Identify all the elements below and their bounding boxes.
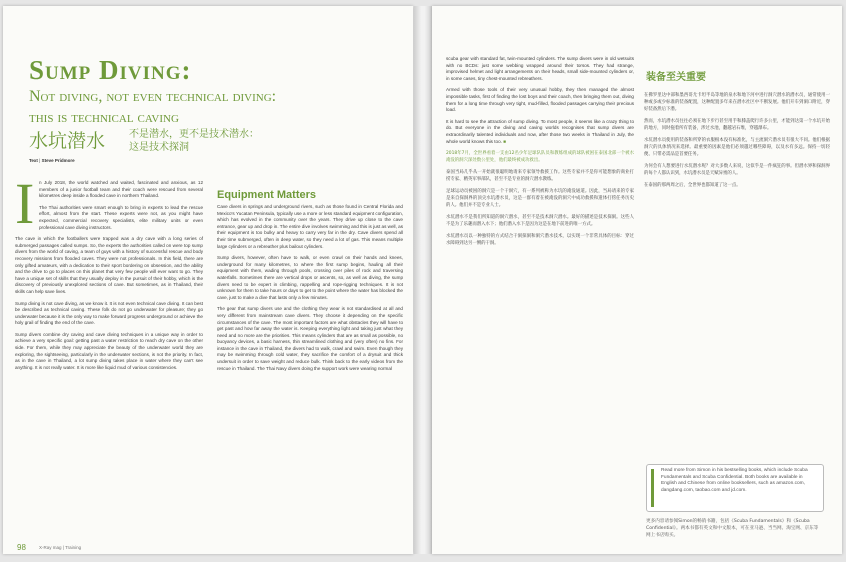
chinese-paragraph: 水坑潜水员以一种独特的方式结合干洞探洞和洞穴潜水技术，以实现一个非常具体的目标：穿过水障碍到达另一侧的干洞。 [446,234,634,247]
paragraph: The gear that sump divers use and the clothing they wear is not standardised at all and very different from mainstream cave divers. They choose it depending on the specific circumstances of the cave. The most important factors are what obstacles they will have to get past and how far away the water is. Keeping everything light and taking just what they need and no more are the priorities. This means cylinders that are as small as possible, no buoyancy devices, a basic harness, thin streamlined clothing and (very often) no fins. For instance in the cave in Thailand, the divers had to walk, crawl and swim. Even though they may be swimming through cold water, they sacrifice the comfort of a drysuit and thick undersuit in order to save weight and reduce bulk. Think back to the early videos from the rescue in Thailand. The Thai Navy divers doing the support work were wearing normal [217,306,403,371]
paragraph: Sump divers, however, often have to walk, or even crawl on their hands and knees, underground for many kilometres, to where the first sump begins, hauling all their equipment with them, wading through pools, crossing over piles of rock and traversing waterfalls. Sometimes there are vertical drops or ascents, so, as well as diving, the sump divers need to be expert in climbing, rappelling and rope-rigging techniques. It is not unknown for them to take hours or days to get to the point where the water has blocked the cave, just to make a dive that lasts only a few minutes. [217,255,403,300]
chinese-paragraph: 然而，水坑潜水员往往必须在地下步行甚至用手和膝盖爬行许多公里，才能到达第一个水坑开始的地方，同时拖着所有装备，涉过水池，翻越岩石堆，穿越瀑布。 [644,119,830,131]
chinese-paragraph: 为何会有人想要进行水坑潜水呢？对大多数人来说，这似乎是一件疯狂的事。但潜水界和探洞界的每个人都认识到，水坑潜水员是天赋异禀的人。 [644,164,830,176]
paragraph: Armed with those tools of their very unusual hobby, they then managed the almost impossible tasks, first of finding the lost boys and their coach, then bringing them out, diving them for a long time through very tight, mud-filled, flooded passages carrying their precious load. [446,87,634,113]
promo-text: Read more from Simon in his bestselling books, which include Scuba Fundamentals and Scuba Confidential. Both books are available in English and Chinese from online booksellers, such as amazon.com, dangdang.com, taobao.com and jd.com. [661,468,808,493]
article-subtitle-line2: this is technical caving [29,109,179,126]
chinese-paragraph: 水坑潜水员使用的装备和所穿的衣服根本没有标准化，与主流洞穴潜水员有很大不同。他们根据洞穴的具体情况来选择。最重要的因素是他们必须越过哪些障碍，以及水有多远。保持一切轻便、只带必需品是首要任务。 [644,138,830,157]
chinese-paragraph: 足球运动员被困的洞穴是一个干洞穴，有一系列被称为水坑的淹没通道。因此，当局请来的专家是来自探洞界的顶尖水坑潜水员，这是一群有着在被淹没的洞穴中成功救援和遗体打捞任务历史的人。他们并不是专业人士。 [446,189,634,209]
title-block [29,56,409,126]
chinese-paragraph: 在泰国的那两周之后，全世界也都知道了这一点。 [644,183,741,188]
body-column-3 [446,56,634,252]
chinese-title: 水坑潜水 [29,130,106,152]
chinese-paragraph: 水坑潜水不是我们所知道的洞穴潜水，甚至不是技术洞穴潜水。最好的描述是技术探洞。这些人不是为了乐趣而潜入水下；他们潜入水下是因为这是在地下前进的唯一方式。 [446,215,634,228]
chinese-subtitle-line2: 这是技术探洞 [129,142,189,153]
article-subtitle-line1: Not diving, not even technical diving: [29,88,277,105]
page-number: 98 [17,543,26,552]
book-promo-box [646,464,824,512]
byline: Text | Steve Pridmore [29,158,75,163]
section-heading-equipment: Equipment Matters [217,189,317,201]
paragraph [446,119,634,145]
article-title: Sump Diving: [29,55,192,85]
promo-accent-bar [651,469,654,507]
paragraph: scuba gear with standard fat, twin-mounted cylinders. The sump divers were in old wetsuits with no BCDs: just some webbing wrapped around their torsos. They had strange, improvised helmet and light arrangements on their heads, small side-mounted cylinders or, in some cases, tiny chest-mounted rebreathers. [446,56,634,81]
book-promo-chinese: 更多内容请参阅Simon的畅销书籍，包括《Scuba Fundamentals》和《Scuba Confidential》。两本书都有英文和中文版本，可在亚马逊、当当网、淘宝网、京东等网上书店购买。 [646,519,819,538]
body-column-1 [15,171,203,376]
spine-gutter [414,6,432,554]
paragraph: Sump diving is not cave diving, as we know it. It is not even technical cave diving. It can best be described as technical caving. These folk do not go underwater for pleasure; they go underwater because it is the only way to make forward progress underground or achieve the holy grail of finding the end of the cave. [15,300,203,326]
chinese-paragraph: 泰国当局几乎从一开始就很聪明地请来专家领导救援工作。这些专家并不是你可能想象的商业打捞专家、精英军事部队，甚至不是专业的洞穴潜水教练。 [446,170,634,183]
byline-label: Text [29,158,38,163]
chinese-section-heading: 装备至关重要 [646,72,706,83]
chinese-subtitle [129,128,259,154]
drop-cap-letter: I [15,171,35,236]
chinese-subtitle-line1: 不是潜水，更不是技术潜水： [129,129,259,140]
body-column-2 [217,204,403,377]
chinese-paragraph: 在佛罗里达中部和墨西哥尤卡坦半岛等地的泉水和地下河中进行洞穴潜水的潜水员，通常使用一种或多或少标准的装备配置，这种配置多年来在潜水社区中不断发展。他们开车到洞口附近，穿好装备然后下潜。 [644,93,830,112]
paragraph: The cave in which the footballers were trapped was a dry cave with a long series of submerged passages called sumps. So, the experts the authorities called on were top sump divers from the world of caving, a team of guys with a history of successful rescue and body recovery missions from flooded caves. They were not professionals. In this field, there are only gifted amateurs, with a dedication to their sport bordering on obsession, and the ability and the drive to go to places on this planet that very few people will ever want to go. They have a unique set of skills that they usually deploy in the pursuit of their hobby, which is the discovery of previously unexplored sections of cave. But sometimes, as in Thailand, their skills can help save lives. [15,236,203,294]
paragraph: Sump divers combine dry caving and cave diving techniques in a unique way in order to achieve a very specific goal: getting past a water restriction to reach dry cave on the other side. For them, while they may appreciate the beauty of the underwater world they are exploring, the sightseeing, particularly in the underwater sections, is not the priority. In fact, as in the cave in Thailand, a lot sump diving takes place in water where they can't see anything. It is not really water. It is more like liquid mud of various consistencies. [15,331,203,370]
running-head: X-Ray mag | Training [39,545,82,550]
paragraph-text: n July 2018, the world watched and waited, fascinated and anxious, as 12 members of a junior football team and their coach were rescued from several kilometres deep inside a flooded cave in northern Thailand. [39,180,203,199]
drop-cap [15,171,35,236]
byline-author: Steve Pridmore [41,158,75,163]
paragraph: Cave divers in springs and underground rivers, such as those found in Central Florida and Mexico's Yucatan Peninsula, typically use a more or less standard equipment configuration, which has evolved in the community over the years. They drive up close to the cave entrance, gear up and drop in. The entire dive involves swimming and this is just as well, as their equipment is too bulky and heavy to carry very far in the dry. Cave divers spend all their time submerged, often in deep water, so they need a lot of gas. This means multiple large cylinders or a rebreather plus bailout cylinders. [217,204,403,249]
body-column-4 [644,92,830,194]
chinese-paragraph: 2018年7月，全世界看着一支由12名少年足球队队员和教练组成的球队被困在泰国北部一个被水淹没的洞穴深处数公里处，他们最终被成功救出。 [446,151,634,164]
paragraph-text: It is hard to see the attraction of sump diving. To most people, it seems like a crazy thing to do. But everyone in the diving and caving worlds recognises that sump divers are extraordinarily talented individuals and now, after those two weeks in Thailand in July, the whole world knows this too. [446,118,634,144]
paragraph: The Thai authorities were smart enough to bring in experts to lead the rescue effort, almost from the start. These experts were not, as you might have expected, commercial recovery specialists, elite military units or even professional cave diving instructors. [39,204,203,230]
right-page [432,6,842,554]
left-page [3,6,413,554]
end-mark: ■ [503,138,506,144]
